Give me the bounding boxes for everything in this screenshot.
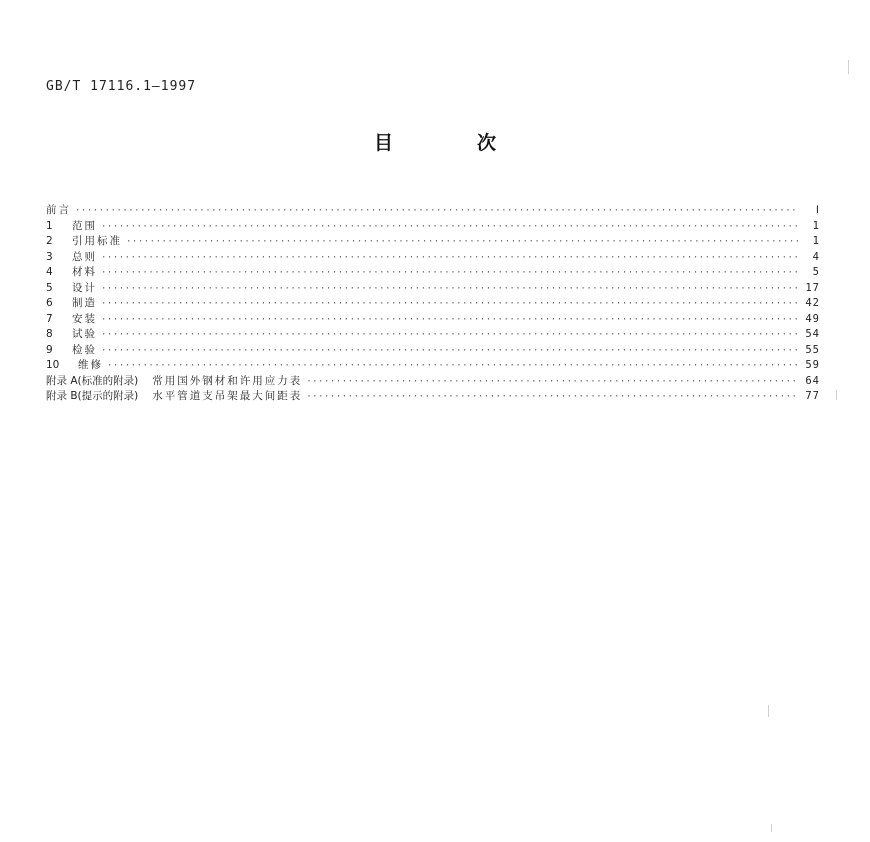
toc-title: 设计	[72, 281, 97, 294]
toc-row-2[interactable]	[46, 234, 820, 250]
scan-mark	[848, 60, 849, 74]
toc-number: 10	[46, 359, 60, 371]
toc-number: 1	[46, 219, 53, 232]
scan-mark	[771, 824, 772, 832]
toc-number: 7	[46, 312, 53, 325]
toc-leader-dots	[101, 297, 798, 313]
toc-row-foreword[interactable]	[46, 203, 820, 219]
scan-mark	[836, 390, 837, 400]
toc-number: 8	[46, 328, 53, 340]
toc-row-appendix-b[interactable]	[46, 389, 820, 405]
toc-leader-dots	[101, 328, 798, 344]
toc-number: 9	[46, 343, 53, 356]
toc-leader-dots	[306, 375, 798, 391]
toc-number: 5	[46, 281, 53, 294]
toc-title: 维修	[78, 359, 103, 371]
toc-page-number: 5	[812, 266, 820, 278]
toc-page-number: 64	[805, 374, 820, 387]
toc-leader-dots	[101, 282, 798, 298]
toc-title: 前言	[46, 204, 71, 216]
toc-row-5[interactable]	[46, 281, 820, 297]
toc-leader-dots	[306, 390, 798, 406]
toc-row-6[interactable]	[46, 296, 820, 312]
toc-title: 范围	[72, 219, 97, 232]
page-title	[0, 128, 870, 155]
toc-page-number: 49	[805, 312, 820, 325]
toc-row-1[interactable]	[46, 219, 820, 235]
title-char-right: 次	[477, 132, 497, 154]
toc-row-10[interactable]	[46, 358, 820, 374]
toc-title: 安装	[72, 312, 97, 325]
toc-number: 附录 B(提示的附录)	[46, 390, 139, 402]
toc-leader-dots	[101, 313, 798, 329]
title-char-left: 目	[373, 132, 393, 154]
toc-page-number: 17	[805, 281, 820, 294]
toc-page-number: 77	[805, 390, 820, 402]
toc-title: 水平管道支吊架最大间距表	[152, 390, 303, 402]
toc-row-8[interactable]	[46, 327, 820, 343]
toc-title: 检验	[72, 343, 97, 356]
toc-page-number: 59	[805, 359, 820, 371]
toc-row-3[interactable]	[46, 250, 820, 266]
toc-number: 附录 A(标准的附录)	[46, 374, 139, 387]
toc-number: 2	[46, 235, 53, 247]
toc-row-4[interactable]	[46, 265, 820, 281]
toc-page-number: 55	[805, 343, 820, 356]
toc-title: 制造	[72, 297, 97, 309]
toc-row-appendix-a[interactable]	[46, 374, 820, 390]
toc-page-number: 54	[805, 328, 820, 340]
toc-title: 材料	[72, 266, 97, 278]
toc-page-number: 1	[812, 219, 820, 232]
toc-number: 3	[46, 250, 53, 263]
toc-title: 试验	[72, 328, 97, 340]
toc-page-number: 1	[812, 235, 820, 247]
toc-page-number: 4	[812, 250, 820, 263]
toc-leader-dots	[126, 235, 798, 251]
toc-title: 常用国外钢材和许用应力表	[152, 374, 303, 387]
toc-leader-dots	[101, 266, 798, 282]
toc-title: 引用标准	[72, 235, 122, 247]
toc-page-number: Ⅰ	[815, 204, 820, 216]
toc-title: 总则	[72, 250, 97, 263]
toc-leader-dots	[101, 251, 798, 267]
toc-leader-dots	[75, 204, 798, 220]
toc-number: 6	[46, 297, 53, 309]
table-of-contents	[46, 203, 820, 405]
toc-leader-dots	[101, 220, 798, 236]
toc-page-number: 42	[805, 297, 820, 309]
toc-number: 4	[46, 266, 53, 278]
scan-mark	[768, 705, 769, 717]
standard-code: GB/T 17116.1—1997	[46, 79, 197, 94]
toc-leader-dots	[107, 359, 798, 375]
toc-row-9[interactable]	[46, 343, 820, 359]
toc-row-7[interactable]	[46, 312, 820, 328]
toc-leader-dots	[101, 344, 798, 360]
